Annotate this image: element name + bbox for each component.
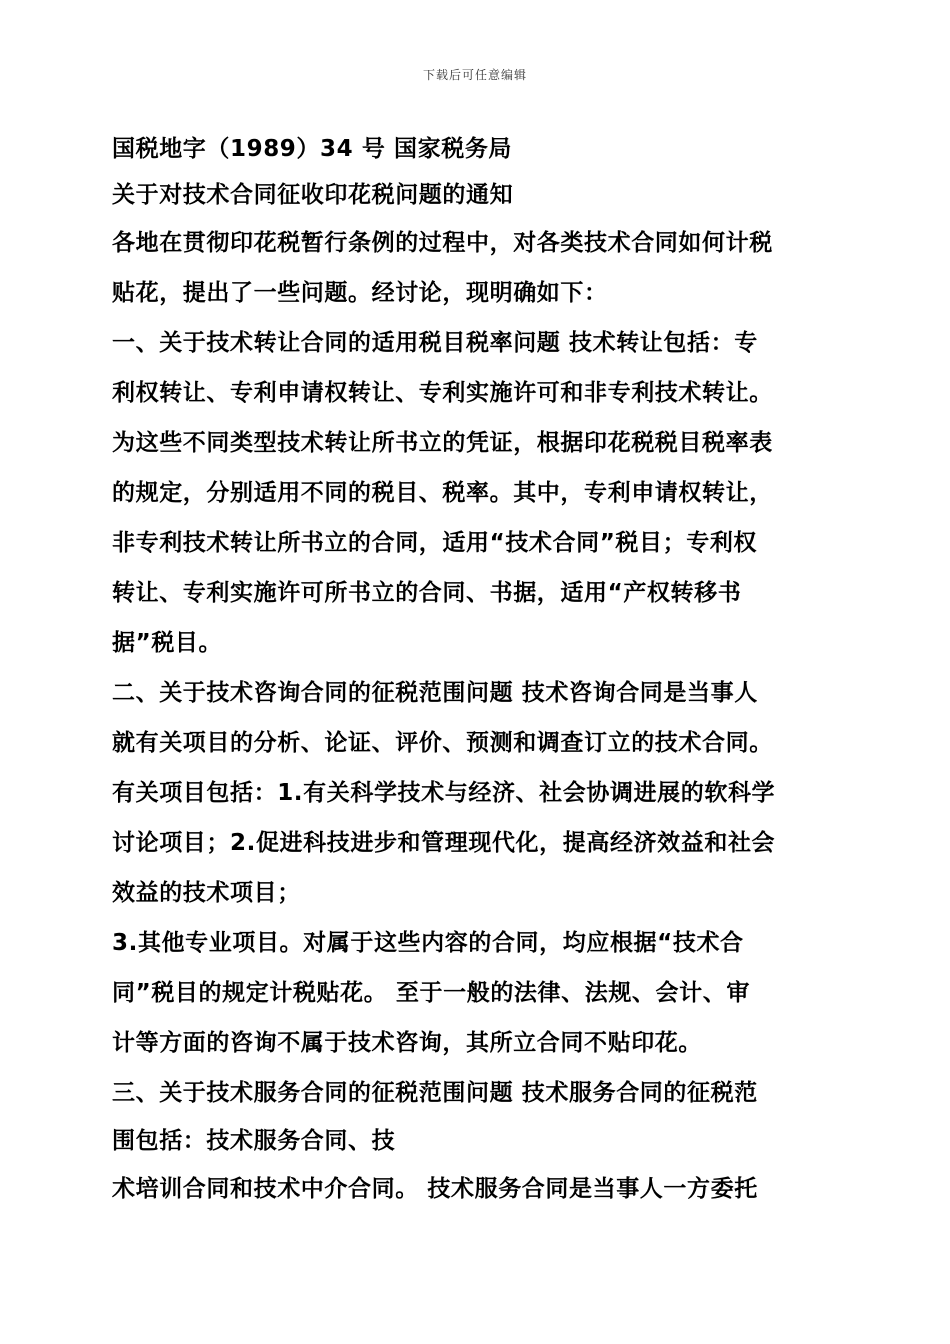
document-line: 讨论项目；2.促进科技进步和管理现代化，提高经济效益和社会 [112, 830, 776, 856]
document-line: 就有关项目的分析、论证、评价、预测和调查订立的技术合同。 [112, 730, 773, 756]
document-line: 3.其他专业项目。对属于这些内容的合同，均应根据“技术合 [112, 930, 744, 956]
document-line: 围包括：技术服务合同、技 [112, 1128, 396, 1154]
document-line: 的规定，分别适用不同的税目、税率。其中，专利申请权转让， [112, 480, 773, 506]
document-line: 利权转让、专利申请权转让、专利实施许可和非专利技术转让。 [112, 380, 773, 406]
document-line: 转让、专利实施许可所书立的合同、书据，适用“产权转移书 [112, 580, 742, 606]
document-line: 同”税目的规定计税贴花。 至于一般的法律、法规、会计、审 [112, 980, 750, 1006]
document-line: 效益的技术项目； [112, 880, 301, 906]
document-line: 为这些不同类型技术转让所书立的凭证，根据印花税税目税率表 [112, 430, 773, 456]
document-line: 关于对技术合同征收印花税问题的通知 [112, 182, 514, 208]
document-line: 术培训合同和技术中介合同。 技术服务合同是当事人一方委托 [112, 1176, 758, 1202]
document-line: 各地在贯彻印花税暂行条例的过程中，对各类技术合同如何计税 [112, 230, 773, 256]
document-line: 二、关于技术咨询合同的征税范围问题 技术咨询合同是当事人 [112, 680, 758, 706]
document-body [112, 126, 842, 1214]
page-header-note: 下载后可任意编辑 [422, 68, 527, 82]
document-line: 非专利技术转让所书立的合同，适用“技术合同”税目；专利权 [112, 530, 758, 556]
document-line: 计等方面的咨询不属于技术咨询，其所立合同不贴印花。 [112, 1030, 702, 1056]
document-line: 国税地字（1989）34 号 国家税务局 [112, 136, 513, 162]
document-line: 贴花，提出了一些问题。经讨论，现明确如下： [112, 280, 608, 306]
document-line: 三、关于技术服务合同的征税范围问题 技术服务合同的征税范 [112, 1080, 758, 1106]
document-line: 一、关于技术转让合同的适用税目税率问题 技术转让包括：专 [112, 330, 758, 356]
document-line: 有关项目包括：1.有关科学技术与经济、社会协调进展的软科学 [112, 780, 776, 806]
document-line: 据”税目。 [112, 630, 223, 656]
